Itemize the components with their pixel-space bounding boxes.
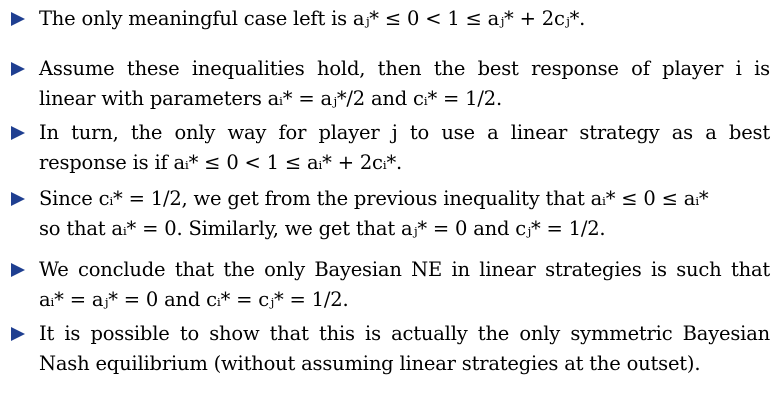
bullet-text — [39, 118, 770, 178]
triangle-bullet-icon — [8, 54, 39, 84]
triangle-bullet-icon — [8, 319, 39, 349]
bullet-line: We conclude that the only Bayesian NE in linear strategies is such that — [39, 258, 770, 281]
bullet-text — [39, 184, 770, 244]
bullet-item — [8, 54, 770, 114]
bullet-line: Since cᵢ* = 1/2, we get from the previous inequality that aᵢ* ≤ 0 ≤ aᵢ* — [39, 187, 709, 210]
bullet-line: Assume these inequalities hold, then the best response of player i is — [39, 57, 770, 80]
bullet-line: linear with parameters aᵢ* = aⱼ*/2 and cᵢ* = 1/2. — [39, 87, 502, 110]
bullet-item — [8, 118, 770, 178]
bullet-line: In turn, the only way for player j to use a linear strategy as a best — [39, 121, 770, 144]
bullet-line: response is if aᵢ* ≤ 0 < 1 ≤ aᵢ* + 2cᵢ*. — [39, 151, 403, 174]
triangle-bullet-icon — [8, 118, 39, 148]
bullet-line: It is possible to show that this is actually the only symmetric Bayesian — [39, 322, 770, 345]
bullet-text — [39, 255, 770, 315]
bullet-line: The only meaningful case left is aⱼ* ≤ 0 < 1 ≤ aⱼ* + 2cⱼ*. — [39, 7, 586, 30]
bullet-item — [8, 255, 770, 315]
bullet-text — [39, 4, 770, 34]
bullet-item — [8, 4, 770, 34]
triangle-bullet-icon — [8, 255, 39, 285]
triangle-bullet-icon — [8, 4, 39, 34]
bullet-line: aᵢ* = aⱼ* = 0 and cᵢ* = cⱼ* = 1/2. — [39, 288, 349, 311]
bullet-line: Nash equilibrium (without assuming linear strategies at the outset). — [39, 352, 701, 375]
bullet-text — [39, 319, 770, 379]
bullet-line: so that aᵢ* = 0. Similarly, we get that aⱼ* = 0 and cⱼ* = 1/2. — [39, 217, 606, 240]
triangle-bullet-icon — [8, 184, 39, 214]
bullet-item — [8, 184, 770, 244]
bullet-item — [8, 319, 770, 379]
bullet-text — [39, 54, 770, 114]
